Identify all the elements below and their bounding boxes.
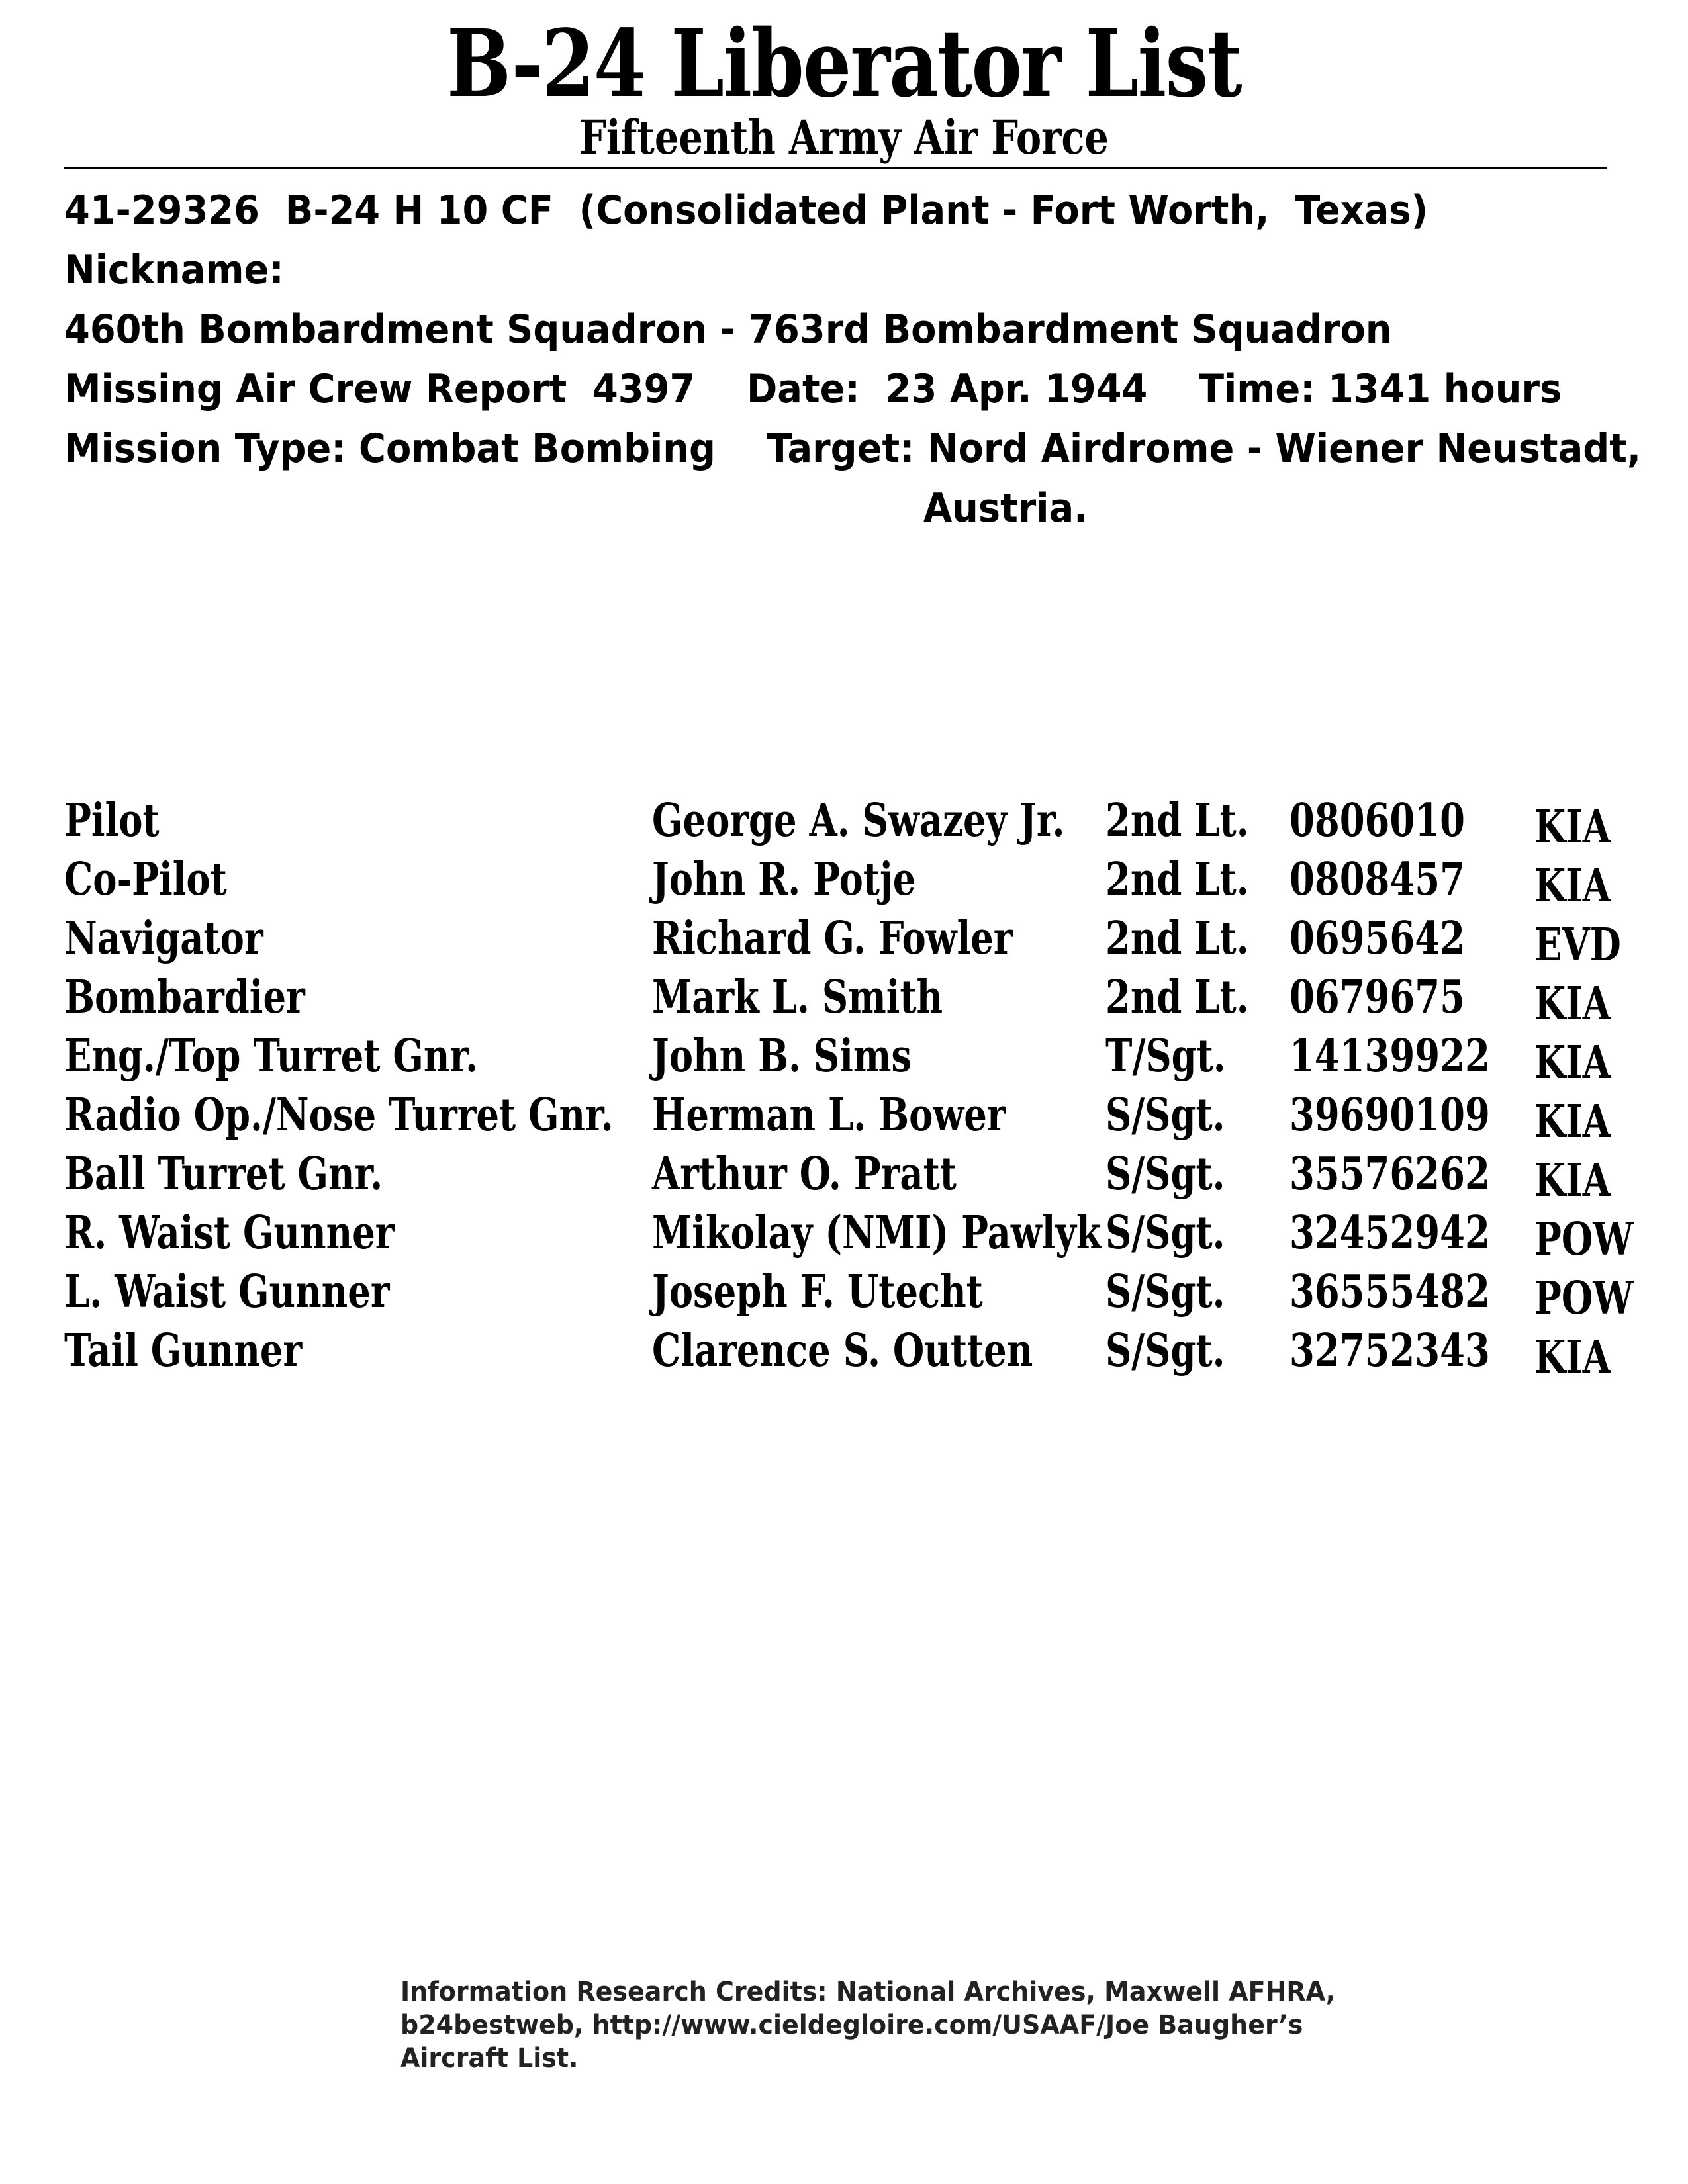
crew-status: KIA: [1534, 978, 1611, 1030]
crew-rank: S/Sgt.: [1105, 1206, 1225, 1259]
crew-name: Arthur O. Pratt: [652, 1148, 957, 1201]
crew-status: KIA: [1534, 860, 1611, 913]
crew-name: Clarence S. Outten: [652, 1324, 1033, 1377]
crew-status: POW: [1534, 1213, 1634, 1266]
crew-rank: S/Sgt.: [1105, 1324, 1225, 1377]
credits-line: Aircraft List.: [400, 2043, 579, 2073]
crew-serial: 0679675: [1289, 971, 1465, 1024]
crew-status: KIA: [1534, 1154, 1611, 1207]
crew-serial: 32452942: [1289, 1206, 1490, 1259]
crew-name: Richard G. Fowler: [652, 912, 1013, 965]
crew-position: Radio Op./Nose Turret Gnr.: [64, 1089, 614, 1142]
crew-rank: 2nd Lt.: [1105, 853, 1249, 906]
crew-serial: 0695642: [1289, 912, 1465, 965]
crew-row: [0, 909, 1688, 972]
crew-position: Tail Gunner: [64, 1324, 303, 1377]
crew-row: [0, 1262, 1688, 1325]
header-rule: [64, 167, 1607, 169]
crew-position: Eng./Top Turret Gnr.: [64, 1030, 479, 1083]
crew-status: KIA: [1534, 1331, 1611, 1384]
crew-position: Co-Pilot: [64, 853, 227, 906]
mission-line-continued: Austria.: [923, 485, 1088, 531]
squadron-line: 460th Bombardment Squadron - 763rd Bombardment Squadron: [64, 306, 1392, 353]
crew-position: L. Waist Gunner: [64, 1265, 390, 1318]
crew-serial: 36555482: [1289, 1265, 1490, 1318]
crew-row: [0, 850, 1688, 913]
crew-row: [0, 968, 1688, 1030]
crew-status: POW: [1534, 1272, 1634, 1325]
credits: [400, 1976, 1393, 2075]
crew-row: [0, 791, 1688, 854]
crew-status: KIA: [1534, 801, 1611, 854]
credits-line: b24bestweb, http://www.cieldegloire.com/USAAF/Joe Baugher’s: [400, 2010, 1303, 2040]
crew-row: [0, 1026, 1688, 1089]
crew-rank: 2nd Lt.: [1105, 971, 1249, 1024]
crew-name: Mark L. Smith: [652, 971, 943, 1024]
crew-status: KIA: [1534, 1095, 1611, 1148]
crew-serial: 0806010: [1289, 794, 1465, 847]
crew-name: John B. Sims: [652, 1030, 912, 1083]
crew-name: Herman L. Bower: [652, 1089, 1006, 1142]
crew-row: [0, 1144, 1688, 1207]
crew-name: Mikolay (NMI) Pawlyk: [652, 1206, 1102, 1259]
crew-rank: 2nd Lt.: [1105, 794, 1249, 847]
credits-line: Information Research Credits: National Archives, Maxwell AFHRA,: [400, 1977, 1336, 2007]
crew-serial: 14139922: [1289, 1030, 1490, 1083]
crew-name: Joseph F. Utecht: [652, 1265, 983, 1318]
crew-rank: S/Sgt.: [1105, 1265, 1225, 1318]
crew-name: John R. Potje: [652, 853, 916, 906]
crew-row: [0, 1085, 1688, 1148]
crew-serial: 39690109: [1289, 1089, 1490, 1142]
crew-serial: 0808457: [1289, 853, 1465, 906]
crew-rank: S/Sgt.: [1105, 1148, 1225, 1201]
crew-position: Bombardier: [64, 971, 305, 1024]
page-subtitle: Fifteenth Army Air Force: [579, 110, 1109, 165]
crew-row: [0, 1203, 1688, 1266]
crew-rank: S/Sgt.: [1105, 1089, 1225, 1142]
macr-line: Missing Air Crew Report 4397 Date: 23 Apr. 1944 Time: 1341 hours: [64, 366, 1562, 412]
crew-serial: 32752343: [1289, 1324, 1490, 1377]
crew-name: George A. Swazey Jr.: [652, 794, 1065, 847]
crew-status: EVD: [1534, 919, 1621, 972]
crew-rank: 2nd Lt.: [1105, 912, 1249, 965]
crew-serial: 35576262: [1289, 1148, 1490, 1201]
page-title: B-24 Liberator List: [447, 10, 1241, 118]
crew-position: Pilot: [64, 794, 160, 847]
crew-position: R. Waist Gunner: [64, 1206, 395, 1259]
mission-line: Mission Type: Combat Bombing Target: Nord Airdrome - Wiener Neustadt,: [64, 426, 1642, 472]
crew-position: Navigator: [64, 912, 263, 965]
crew-rank: T/Sgt.: [1105, 1030, 1226, 1083]
crew-row: [0, 1321, 1688, 1384]
nickname-line: Nickname:: [64, 247, 284, 293]
aircraft-info-line: 41-29326 B-24 H 10 CF (Consolidated Plant - Fort Worth, Texas): [64, 187, 1429, 234]
crew-status: KIA: [1534, 1036, 1611, 1089]
crew-position: Ball Turret Gnr.: [64, 1148, 383, 1201]
